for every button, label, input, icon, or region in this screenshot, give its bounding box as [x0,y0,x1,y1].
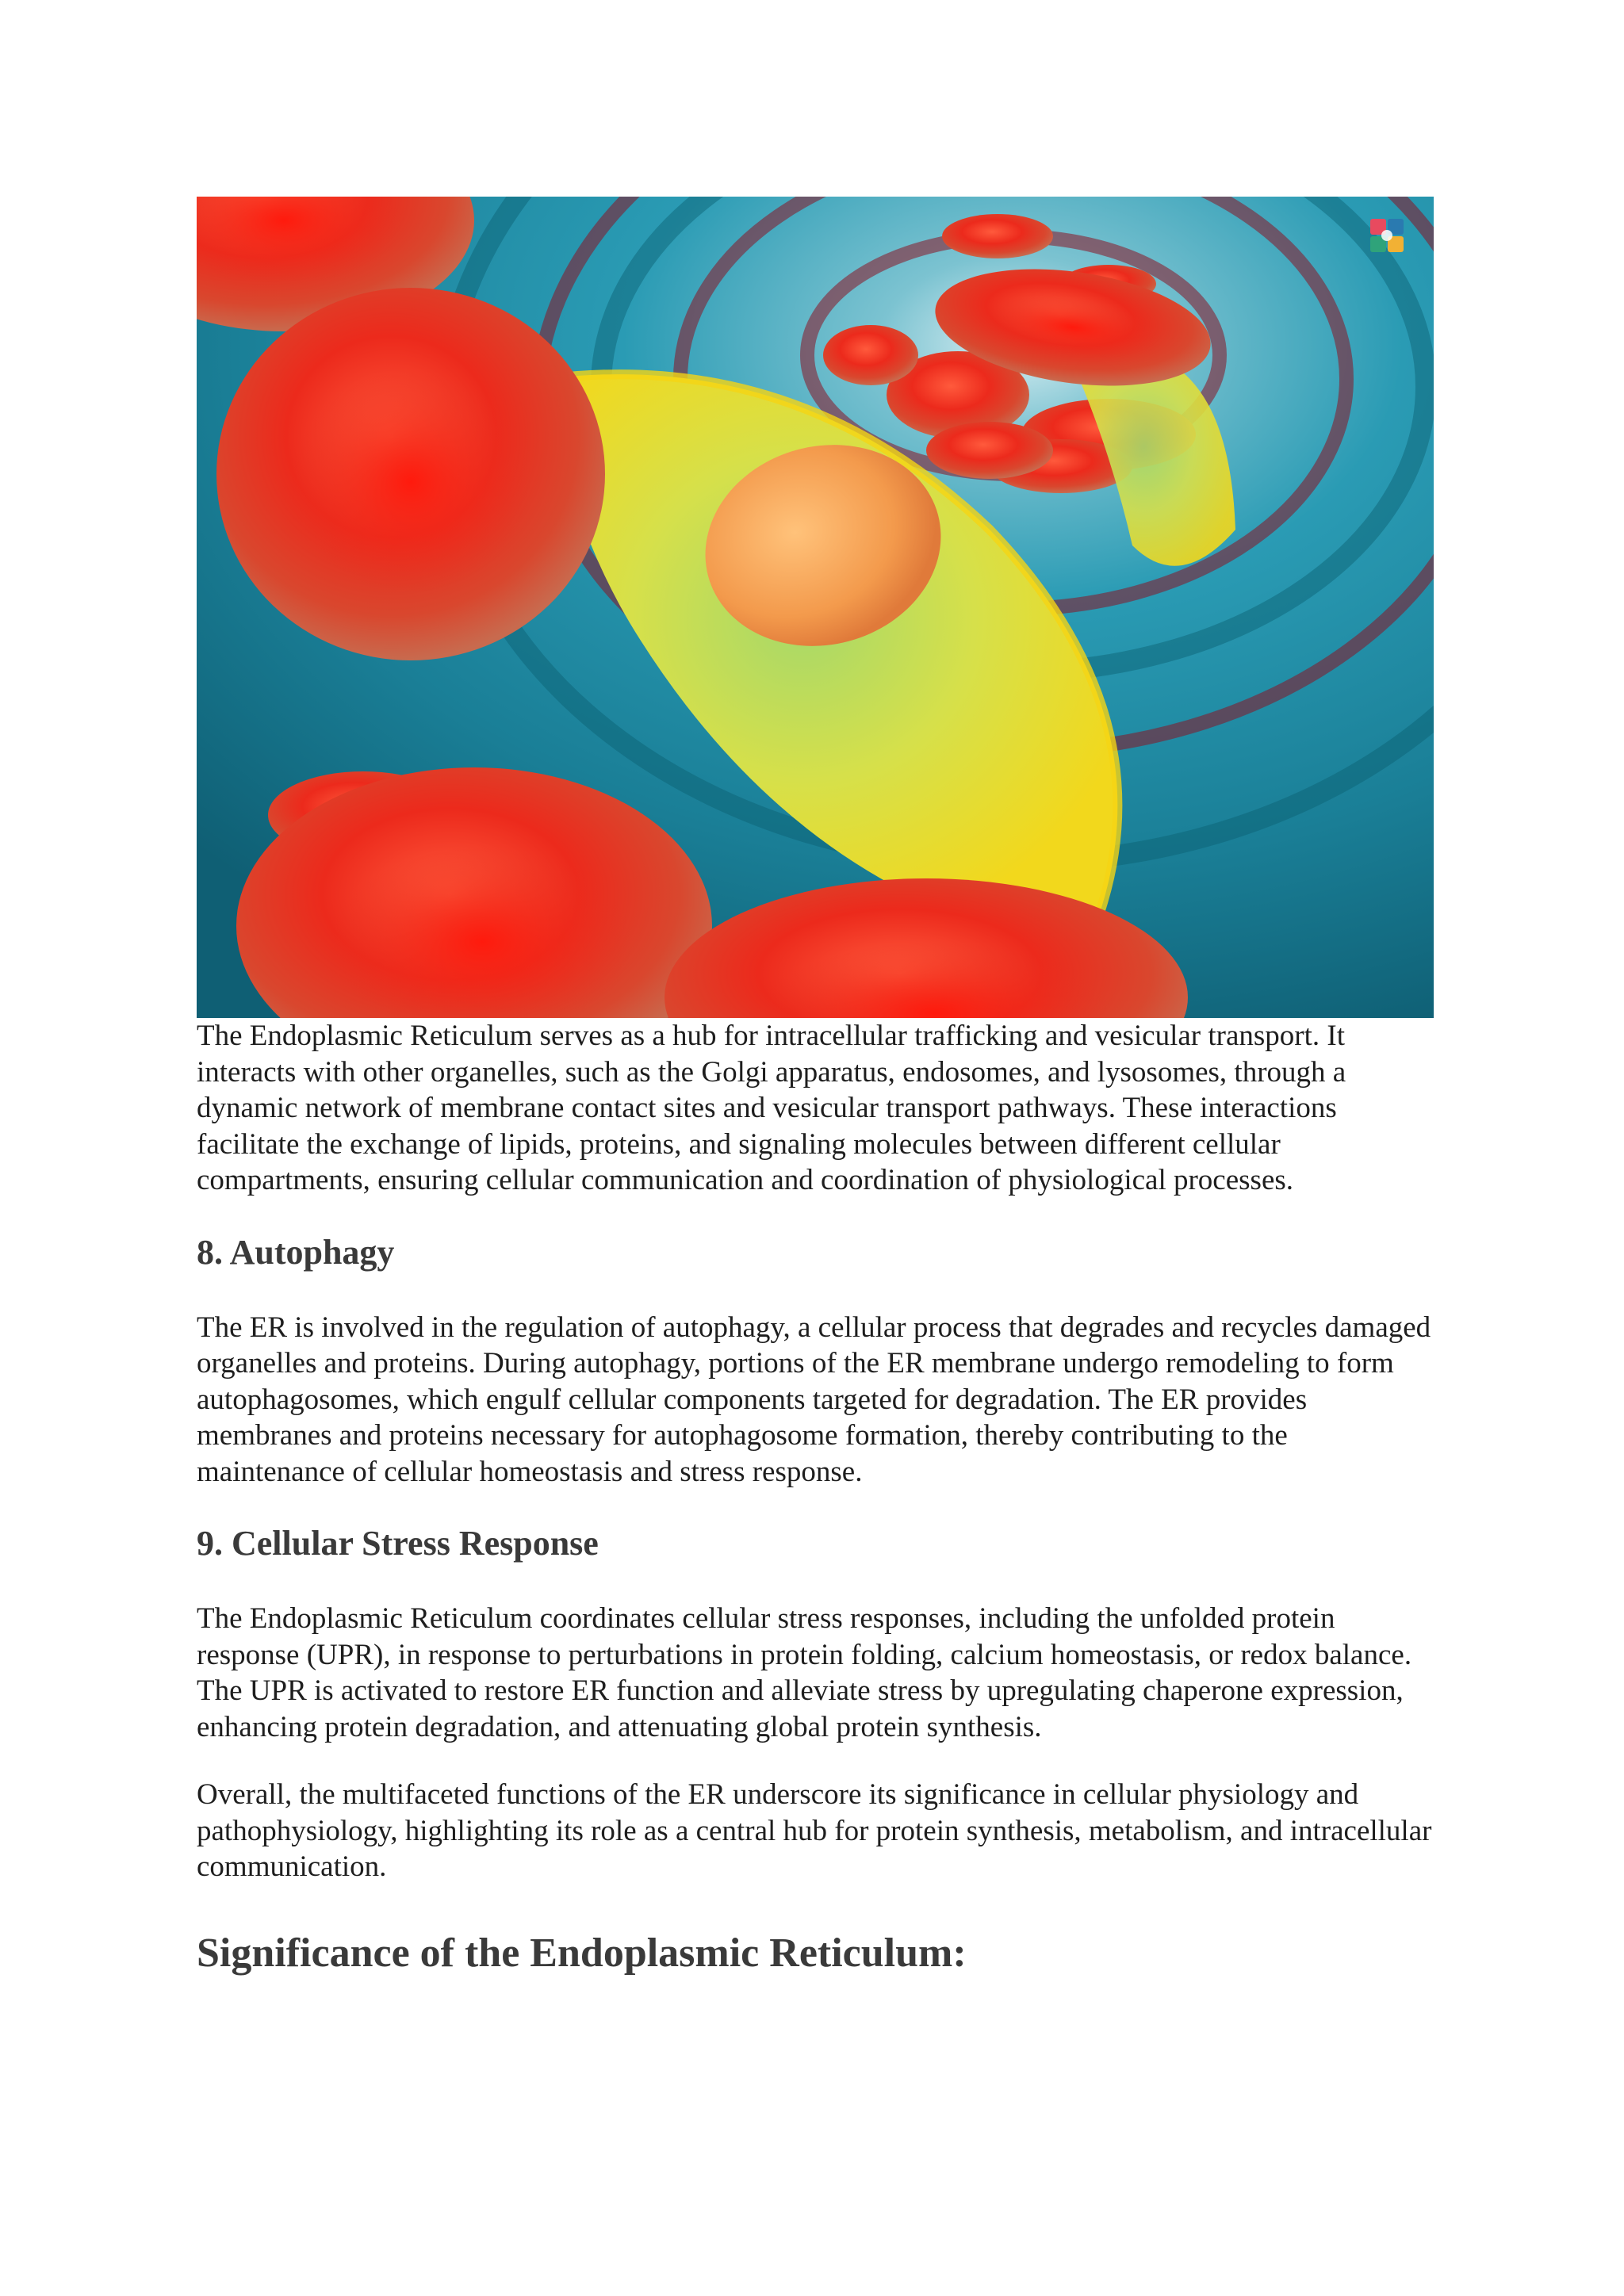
heading-cellular-stress-response: 9. Cellular Stress Response [197,1524,599,1563]
heading-significance: Significance of the Endoplasmic Reticulum: [197,1930,967,1976]
paragraph-overall: Overall, the multifaceted functions of the ER underscore its significance in cellular physiology and pathophysiology, highlighting its role as a central hub for protein synthesis, metabolism, and intracellular communication. [197,1778,1432,1883]
paragraph-trafficking: The Endoplasmic Reticulum serves as a hub for intracellular trafficking and vesicular transport. It interacts with other organelles, such as the Golgi apparatus, endosomes, and lysosomes, through a dynamic network of membrane contact sites and vesicular transport pathways. These interactions facilitate the exchange of lipids, proteins, and signaling molecules between different cellular compartments, ensuring cellular communication and coordination of physiological processes. [197,1020,1346,1196]
paragraph-stress: The Endoplasmic Reticulum coordinates cellular stress responses, including the unfolded protein response (UPR), in response to perturbations in protein folding, calcium homeostasis, or redox balance. The UPR is activated to restore ER function and alleviate stress by upregulating chaperone expression, enhancing protein degradation, and attenuating global protein synthesis. [197,1602,1412,1743]
paragraph-autophagy: The ER is involved in the regulation of autophagy, a cellular process that degrades and recycles damaged organelles and proteins. During autophagy, portions of the ER membrane undergo remodeling to form autophagosomes, which engulf cellular components targeted for degradation. The ER provides membranes and proteins necessary for autophagosome formation, thereby contributing to the maintenance of cellular homeostasis and stress response. [197,1311,1431,1488]
red-blood-cells-illustration [197,197,1434,1018]
heading-autophagy: 8. Autophagy [197,1232,395,1272]
